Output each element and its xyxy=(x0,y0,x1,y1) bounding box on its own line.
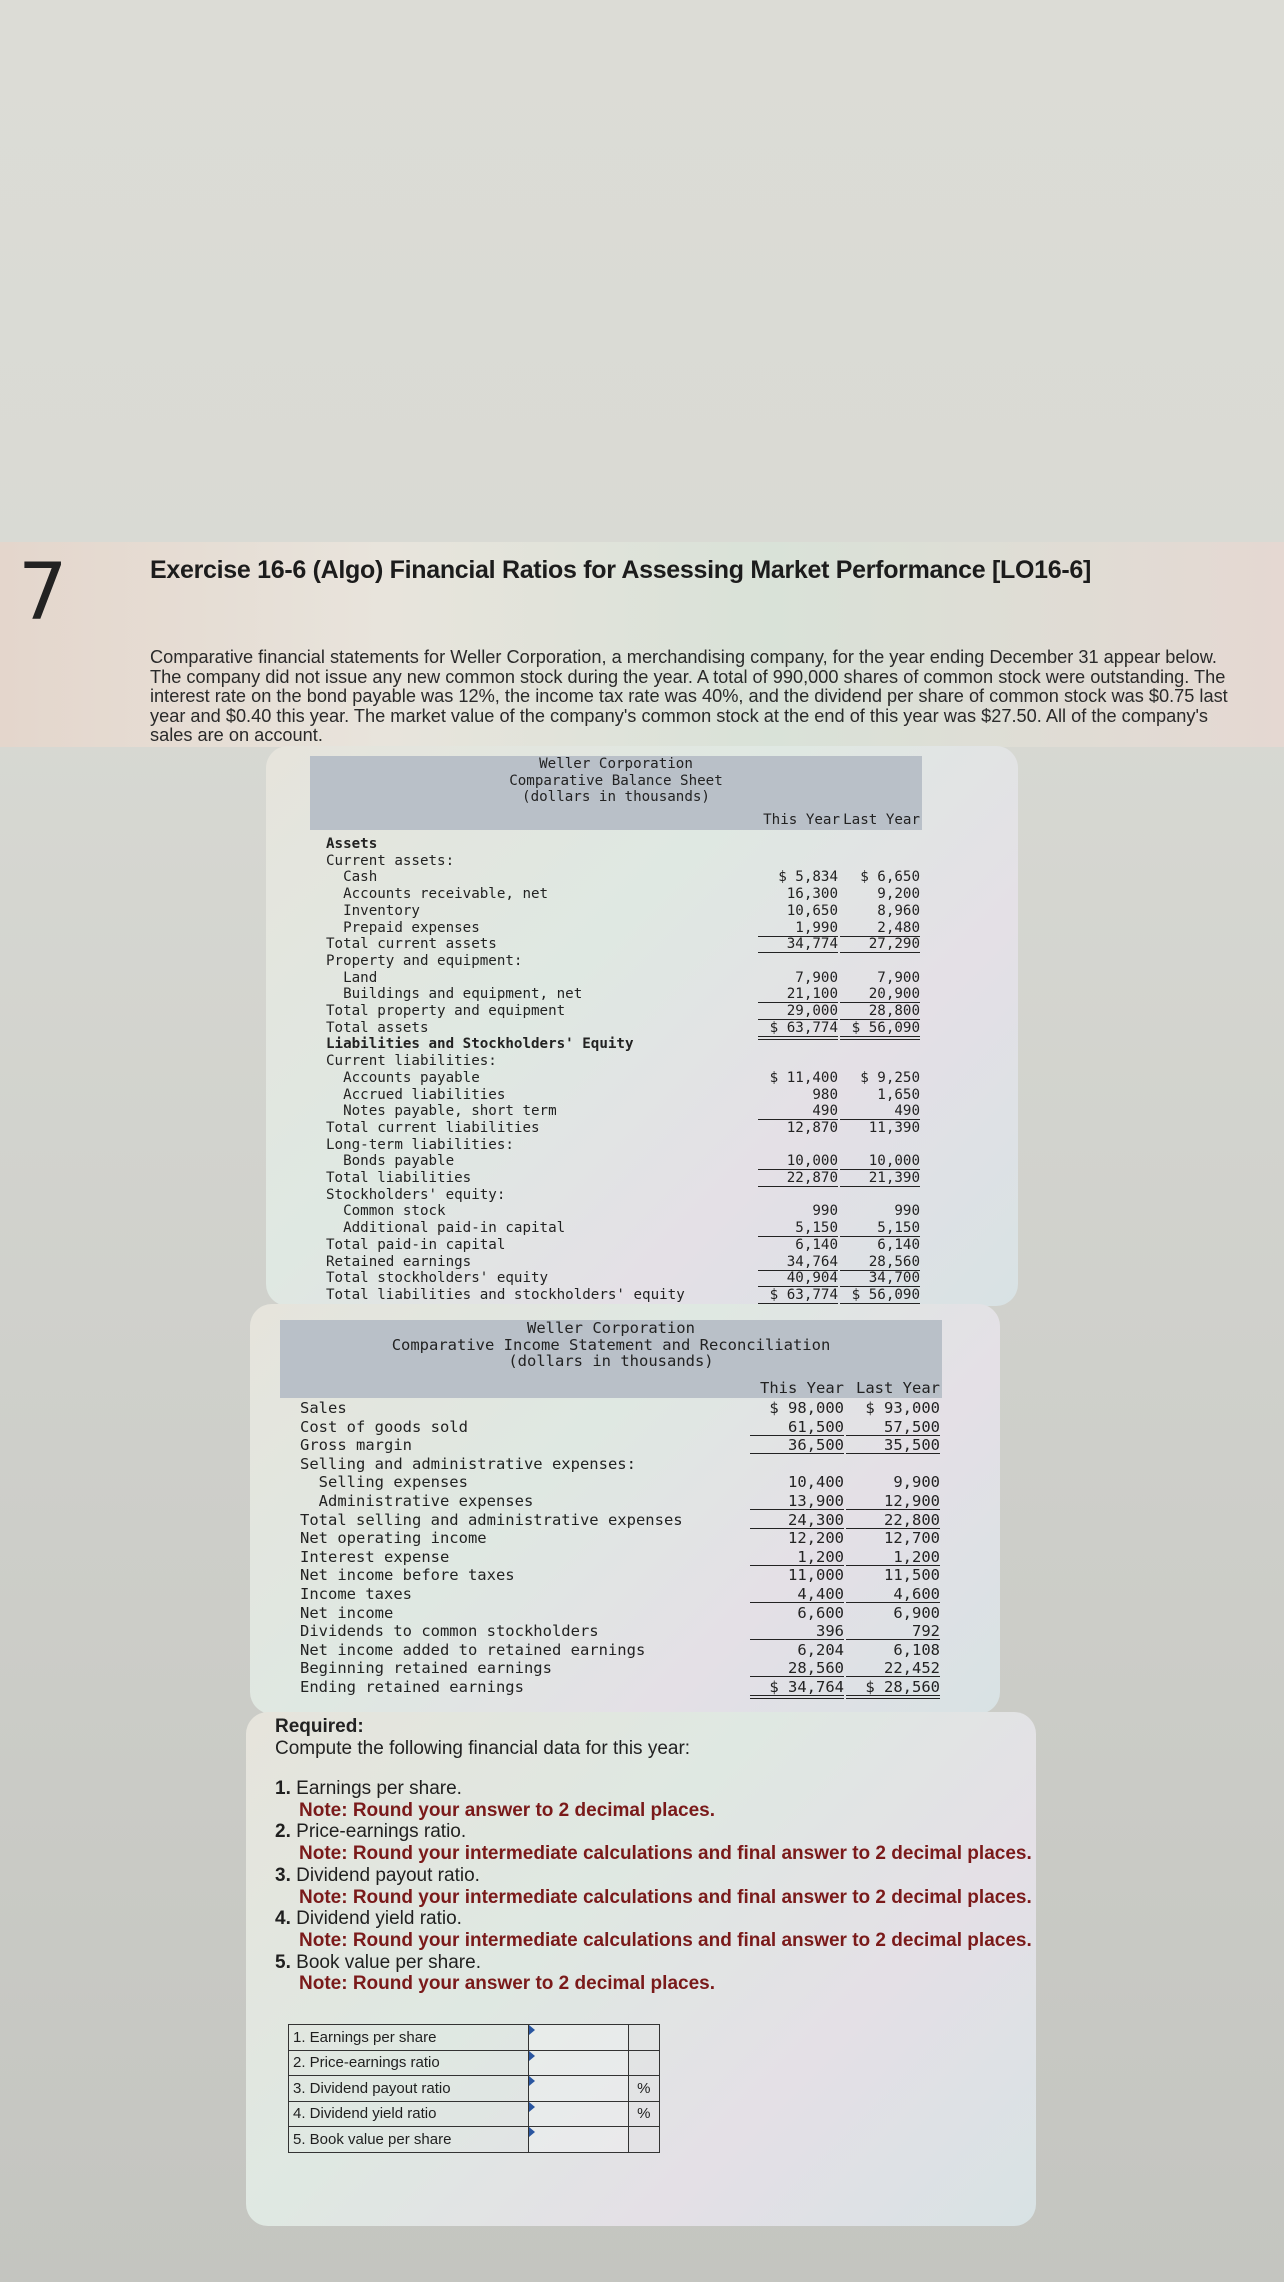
value-this-year: 11,000 xyxy=(788,1566,844,1585)
value-last-year: 1,650 xyxy=(877,1086,920,1103)
statement-row-label: Accrued liabilities xyxy=(326,1086,506,1103)
income-statement-header xyxy=(280,1320,942,1378)
value-this-year: 29,000 xyxy=(758,1003,838,1020)
value-last-year: 7,900 xyxy=(877,969,920,986)
value-this-year: 13,900 xyxy=(750,1493,844,1510)
value-last-year: 57,500 xyxy=(846,1419,940,1436)
value-last-year: 4,600 xyxy=(846,1586,940,1603)
value-this-year: 6,140 xyxy=(795,1236,838,1253)
value-last-year: 21,390 xyxy=(840,1170,920,1187)
value-this-year: 490 xyxy=(758,1103,838,1120)
value-last-year: $ 56,090 xyxy=(840,1020,920,1040)
required-items xyxy=(275,1778,1075,1995)
statement-row-label: Inventory xyxy=(326,902,420,919)
input-flag-icon xyxy=(529,2076,535,2086)
balance-sheet-header xyxy=(310,756,922,808)
required-item xyxy=(275,1908,1075,1951)
answer-unit xyxy=(628,2127,659,2153)
value-last-year: 35,500 xyxy=(846,1437,940,1454)
item-number: 1. xyxy=(275,1778,291,1799)
value-last-year: 22,800 xyxy=(846,1512,940,1529)
statement-row-label: Long-term liabilities: xyxy=(326,1136,514,1153)
value-this-year: 1,200 xyxy=(750,1549,844,1566)
value-this-year: $ 11,400 xyxy=(769,1069,838,1086)
company-name: Weller Corporation xyxy=(539,756,693,772)
value-last-year: 490 xyxy=(840,1103,920,1120)
value-this-year: 34,774 xyxy=(758,936,838,953)
answer-unit: % xyxy=(628,2076,659,2102)
answer-label: 5. Book value per share xyxy=(289,2127,529,2153)
value-this-year: 5,150 xyxy=(758,1220,838,1237)
statement-row-label: Total paid-in capital xyxy=(326,1236,506,1253)
answer-row xyxy=(289,2076,660,2102)
value-this-year: 24,300 xyxy=(750,1512,844,1529)
item-number: 2. xyxy=(275,1821,291,1843)
intro-text xyxy=(150,648,1270,746)
statement-row-label: Dividends to common stockholders xyxy=(300,1622,599,1641)
value-last-year: $ 9,250 xyxy=(860,1069,920,1086)
statement-row-label: Land xyxy=(326,969,378,986)
answer-input-pe-ratio[interactable] xyxy=(528,2050,628,2076)
item-text: Dividend yield ratio. xyxy=(296,1908,462,1930)
value-last-year: $ 93,000 xyxy=(865,1399,940,1417)
statement-row-label: Accounts receivable, net xyxy=(326,886,549,903)
value-this-year: 980 xyxy=(812,1086,838,1103)
company-name: Weller Corporation xyxy=(527,1319,695,1337)
value-this-year: 10,400 xyxy=(788,1473,844,1492)
value-this-year: 12,200 xyxy=(788,1529,844,1548)
col-last-year: Last Year xyxy=(843,812,920,828)
value-this-year: 22,870 xyxy=(758,1170,838,1187)
value-last-year: $ 28,560 xyxy=(846,1679,940,1699)
item-number: 5. xyxy=(275,1951,291,1973)
statement-row-label: Cash xyxy=(326,869,378,886)
answer-input-yield-ratio[interactable] xyxy=(528,2101,628,2127)
value-last-year: 28,560 xyxy=(840,1254,920,1271)
statement-row-label: Total stockholders' equity xyxy=(326,1270,549,1287)
value-this-year: 28,560 xyxy=(750,1660,844,1677)
value-this-year: $ 5,834 xyxy=(778,869,838,886)
statement-row-label: Common stock xyxy=(326,1203,446,1220)
statement-row-label: Net income xyxy=(300,1603,394,1622)
answer-row xyxy=(289,2050,660,2076)
intro-line: Comparative financial statements for Weller Corporation, a merchandising company, for the year ending December 31 appear below. xyxy=(150,647,1217,667)
answer-unit xyxy=(628,2025,659,2051)
answer-input-book-value[interactable] xyxy=(528,2127,628,2153)
question-number: 7 xyxy=(18,548,68,638)
income-statement xyxy=(280,1320,942,1700)
col-last-year: Last Year xyxy=(856,1379,940,1397)
input-flag-icon xyxy=(529,2025,535,2035)
value-last-year: 34,700 xyxy=(840,1270,920,1287)
intro-line: The company did not issue any new common stock during the year. A total of 990,000 shares of common stock were outstanding. The xyxy=(150,666,1226,687)
required-item xyxy=(275,1952,1075,1995)
statement-row-label: Current assets: xyxy=(326,852,455,869)
value-last-year: 6,140 xyxy=(877,1236,920,1253)
value-this-year: 6,600 xyxy=(797,1603,844,1622)
value-last-year: 990 xyxy=(894,1203,920,1220)
value-this-year: 61,500 xyxy=(750,1419,844,1436)
value-this-year: 40,904 xyxy=(758,1270,838,1287)
value-last-year: 12,900 xyxy=(846,1493,940,1510)
intro-line: interest rate on the bond payable was 12%, the income tax rate was 40%, and the dividend per share of common stock was $0.75 last xyxy=(150,686,1228,706)
value-this-year: $ 98,000 xyxy=(769,1399,844,1417)
value-last-year: 2,480 xyxy=(840,920,920,937)
required-item xyxy=(275,1865,1075,1908)
answer-row xyxy=(289,2127,660,2153)
answer-label: 1. Earnings per share xyxy=(289,2025,529,2051)
statement-row-label: Property and equipment: xyxy=(326,952,523,969)
answer-input-eps[interactable] xyxy=(528,2025,628,2051)
value-last-year: $ 6,650 xyxy=(860,869,920,886)
value-last-year: 6,108 xyxy=(893,1640,940,1659)
required-item xyxy=(275,1821,1075,1864)
exercise-title: Exercise 16-6 (Algo) Financial Ratios for Assessing Market Performance [LO16-6] xyxy=(150,556,1091,584)
statement-row-label: Stockholders' equity: xyxy=(326,1186,506,1203)
statement-row-label: Total selling and administrative expenses xyxy=(300,1510,683,1529)
statement-row-label: Total assets xyxy=(326,1019,429,1036)
answer-label: 2. Price-earnings ratio xyxy=(289,2050,529,2076)
answer-table xyxy=(288,2024,660,2153)
item-note: Note: Round your intermediate calculations and final answer to 2 decimal places. xyxy=(299,1886,1032,1908)
statement-row-label: Current liabilities: xyxy=(326,1053,497,1070)
statement-row-label: Additional paid-in capital xyxy=(326,1220,566,1237)
value-last-year: 27,290 xyxy=(840,936,920,953)
statement-row-label: Income taxes xyxy=(300,1585,412,1603)
item-note: Note: Round your intermediate calculations and final answer to 2 decimal places. xyxy=(299,1843,1032,1865)
answer-label: 4. Dividend yield ratio xyxy=(289,2101,529,2127)
statement-row-label: Net income added to retained earnings xyxy=(300,1640,646,1659)
value-last-year: 22,452 xyxy=(846,1660,940,1677)
statement-row-label: Total current assets xyxy=(326,936,497,953)
value-this-year: 10,650 xyxy=(786,902,838,919)
value-this-year: 396 xyxy=(750,1623,844,1640)
value-this-year: 16,300 xyxy=(786,886,838,903)
statement-row-label: Beginning retained earnings xyxy=(300,1659,552,1678)
required-instruction: Compute the following financial data for this year: xyxy=(275,1738,691,1759)
value-last-year: 1,200 xyxy=(846,1549,940,1566)
value-last-year: 792 xyxy=(846,1623,940,1640)
value-last-year: 9,900 xyxy=(893,1473,940,1492)
required-label: Required: xyxy=(275,1716,364,1737)
value-this-year: 34,764 xyxy=(758,1254,838,1271)
value-this-year: 6,204 xyxy=(797,1640,844,1659)
statement-row-label: Sales xyxy=(300,1399,347,1417)
statement-row-label: Total current liabilities xyxy=(326,1119,540,1136)
input-flag-icon xyxy=(529,2102,535,2112)
statement-row-label: Cost of goods sold xyxy=(300,1417,468,1436)
value-this-year: 10,000 xyxy=(758,1153,838,1170)
units-note: (dollars in thousands) xyxy=(522,789,710,805)
value-last-year: 28,800 xyxy=(840,1003,920,1020)
statement-row-label: Bonds payable xyxy=(326,1153,455,1170)
answer-row xyxy=(289,2025,660,2051)
value-last-year: 8,960 xyxy=(877,902,920,919)
value-this-year: $ 63,774 xyxy=(758,1287,838,1307)
statement-row-label: Buildings and equipment, net xyxy=(326,986,583,1003)
units-note: (dollars in thousands) xyxy=(508,1352,714,1370)
input-flag-icon xyxy=(529,2051,535,2061)
statement-row-label: Retained earnings xyxy=(326,1253,472,1270)
statement-row-label: Notes payable, short term xyxy=(326,1103,557,1120)
item-note: Note: Round your intermediate calculations and final answer to 2 decimal places. xyxy=(299,1929,1032,1951)
statement-row-label: Net income before taxes xyxy=(300,1566,515,1585)
value-this-year: 4,400 xyxy=(750,1586,844,1603)
answer-unit xyxy=(628,2050,659,2076)
value-this-year: 36,500 xyxy=(750,1437,844,1454)
statement-row-label: Interest expense xyxy=(300,1547,450,1566)
statement-row-label: Total property and equipment xyxy=(326,1003,566,1019)
col-this-year: This Year xyxy=(763,812,840,828)
statement-row-label: Selling expenses xyxy=(300,1473,468,1492)
value-last-year: 11,500 xyxy=(884,1566,940,1585)
input-flag-icon xyxy=(529,2127,535,2137)
value-last-year: 11,390 xyxy=(868,1119,920,1136)
statement-row-label: Administrative expenses xyxy=(300,1492,534,1510)
value-last-year: 12,700 xyxy=(884,1529,940,1548)
item-number: 3. xyxy=(275,1864,291,1886)
value-this-year: $ 34,764 xyxy=(750,1679,844,1699)
value-last-year: $ 56,090 xyxy=(840,1287,920,1307)
item-text: Price-earnings ratio. xyxy=(296,1821,467,1843)
intro-line: year and $0.40 this year. The market value of the company's common stock at the end of this year was $27.50. All of the company's xyxy=(150,705,1209,726)
value-this-year: 12,870 xyxy=(786,1119,838,1136)
item-note: Note: Round your answer to 2 decimal places. xyxy=(299,1799,715,1821)
statement-row-label: Net operating income xyxy=(300,1529,487,1548)
statement-row-label: Prepaid expenses xyxy=(326,919,480,936)
required-item xyxy=(275,1778,1075,1821)
balance-sheet xyxy=(310,756,922,1303)
required-section xyxy=(275,1716,1055,1760)
col-this-year: This Year xyxy=(760,1379,844,1397)
statement-row-label: Ending retained earnings xyxy=(300,1678,524,1696)
answer-unit: % xyxy=(628,2101,659,2127)
intro-line: sales are on account. xyxy=(150,725,323,745)
statement-name: Comparative Balance Sheet xyxy=(509,772,723,789)
value-last-year: 6,900 xyxy=(893,1603,940,1622)
answer-label: 3. Dividend payout ratio xyxy=(289,2076,529,2102)
item-text: Earnings per share. xyxy=(296,1778,462,1799)
value-this-year: 990 xyxy=(812,1203,838,1220)
value-this-year: $ 63,774 xyxy=(758,1020,838,1040)
statement-row-label: Gross margin xyxy=(300,1436,412,1455)
value-this-year: 7,900 xyxy=(795,969,838,986)
statement-row-label: Total liabilities and stockholders' equity xyxy=(326,1286,685,1303)
item-number: 4. xyxy=(275,1908,291,1930)
statement-row-label: Selling and administrative expenses: xyxy=(300,1454,636,1473)
answer-row xyxy=(289,2101,660,2127)
item-text: Dividend payout ratio. xyxy=(296,1864,480,1886)
value-last-year: 10,000 xyxy=(840,1153,920,1170)
item-note: Note: Round your answer to 2 decimal places. xyxy=(299,1973,715,1995)
statement-row-label: Liabilities and Stockholders' Equity xyxy=(326,1036,634,1053)
statement-name: Comparative Income Statement and Reconciliation xyxy=(391,1335,831,1354)
answer-input-payout-ratio[interactable] xyxy=(528,2076,628,2102)
value-this-year: 1,990 xyxy=(758,920,838,937)
statement-row-label: Assets xyxy=(326,836,378,852)
value-this-year: 21,100 xyxy=(758,986,838,1003)
value-last-year: 9,200 xyxy=(877,886,920,903)
statement-row-label: Accounts payable xyxy=(326,1069,480,1086)
value-last-year: 5,150 xyxy=(840,1220,920,1237)
value-last-year: 20,900 xyxy=(840,986,920,1003)
item-text: Book value per share. xyxy=(296,1951,481,1973)
statement-row-label: Total liabilities xyxy=(326,1170,472,1186)
